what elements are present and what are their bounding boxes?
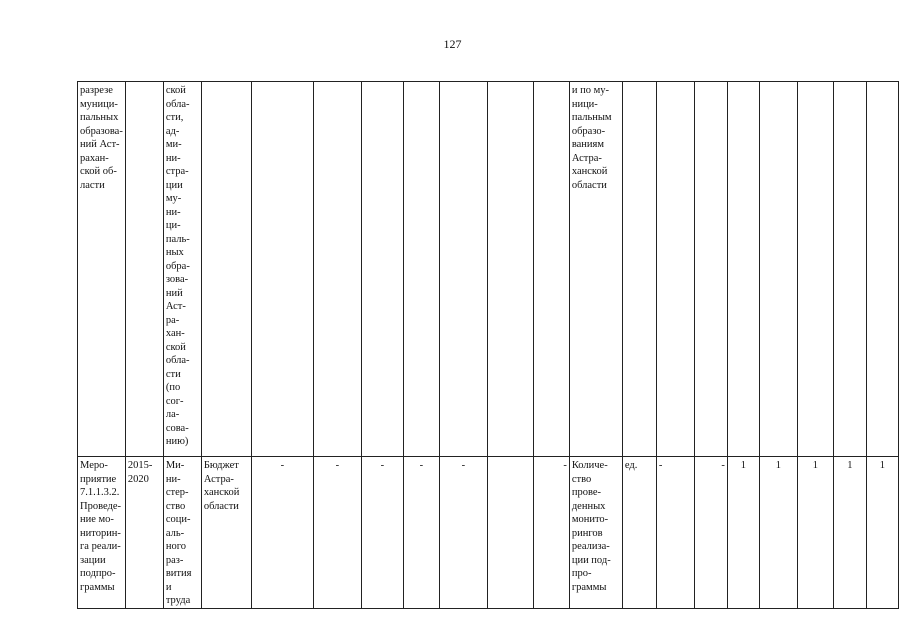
cell-value-1 <box>656 82 694 457</box>
cell-unit: ед. <box>622 457 656 609</box>
cell-value-7: 1 <box>866 457 898 609</box>
cell-value-2 <box>694 82 727 457</box>
cell-executor: ской обла- сти, ад- ми- ни- стра- ции му- ни- ци- паль- ных обра- зова- ний Аст- ра- хан- ской обла- сти (по сог- ла- сова- нию) <box>163 82 201 457</box>
cell-finance-4: - <box>403 457 439 609</box>
cell-finance-4 <box>403 82 439 457</box>
table-row <box>78 82 899 457</box>
cell-activity-name: Меро- приятие 7.1.1.3.2. Проведе- ние мо- ниторин- га реали- зации подпро- граммы <box>78 457 126 609</box>
cell-finance-7: - <box>533 457 569 609</box>
program-activities-table <box>77 81 899 609</box>
cell-finance-2: - <box>313 457 361 609</box>
cell-finance-6 <box>487 457 533 609</box>
cell-value-4: 1 <box>759 457 797 609</box>
cell-indicator: Количе- ство прове- денных монито- рингов реализа- ции под- про- граммы <box>569 457 622 609</box>
cell-value-5 <box>797 82 833 457</box>
cell-value-7 <box>866 82 898 457</box>
cell-finance-1: - <box>251 457 313 609</box>
cell-value-2: - <box>694 457 727 609</box>
cell-funding-source <box>201 82 251 457</box>
cell-period: 2015- 2020 <box>125 457 163 609</box>
cell-period <box>125 82 163 457</box>
cell-finance-5 <box>439 82 487 457</box>
cell-finance-1 <box>251 82 313 457</box>
cell-value-6: 1 <box>833 457 866 609</box>
cell-unit <box>622 82 656 457</box>
cell-finance-3 <box>361 82 403 457</box>
cell-funding-source: Бюджет Астра- ханской области <box>201 457 251 609</box>
page-number: 127 <box>443 37 462 51</box>
table-row <box>78 457 899 609</box>
cell-value-3: 1 <box>727 457 759 609</box>
cell-finance-6 <box>487 82 533 457</box>
cell-finance-7 <box>533 82 569 457</box>
cell-executor: Ми- ни- стер- ство соци- аль- ного раз- вития и труда <box>163 457 201 609</box>
cell-finance-2 <box>313 82 361 457</box>
cell-value-6 <box>833 82 866 457</box>
cell-value-5: 1 <box>797 457 833 609</box>
cell-value-3 <box>727 82 759 457</box>
cell-value-1: - <box>656 457 694 609</box>
cell-finance-5: - <box>439 457 487 609</box>
cell-finance-3: - <box>361 457 403 609</box>
cell-value-4 <box>759 82 797 457</box>
cell-activity-name: разрезе муници- пальных образова- ний Аст- рахан- ской об- ласти <box>78 82 126 457</box>
cell-indicator: и по му- ници- пальным образо- ваниям Астра- ханской области <box>569 82 622 457</box>
